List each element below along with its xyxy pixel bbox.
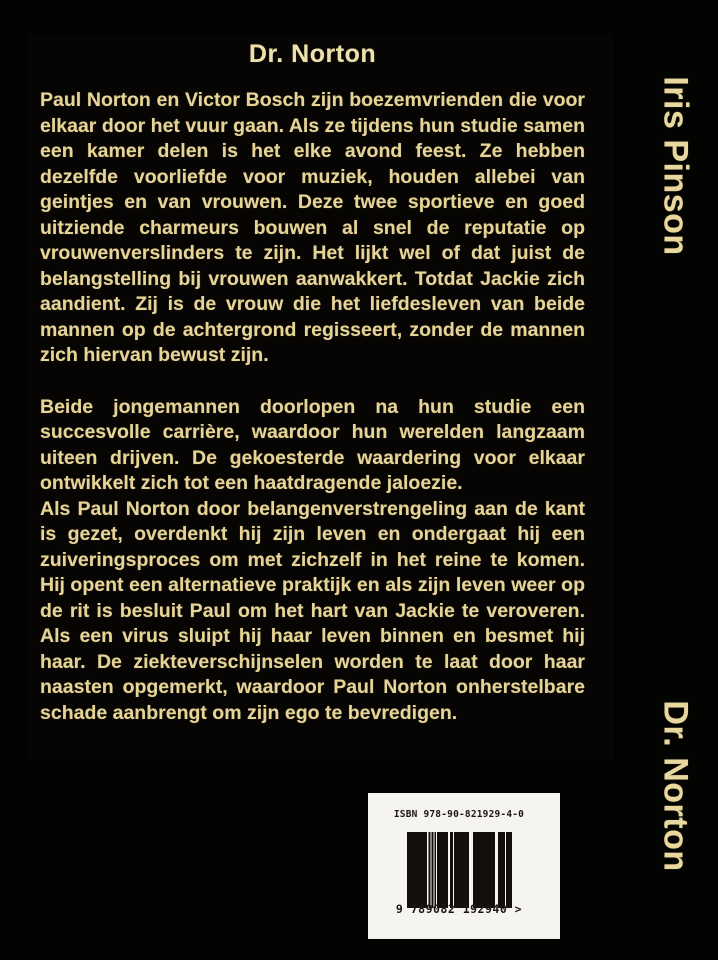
synopsis-paragraph-3: Als Paul Norton door belangenverstrengeling aan de kant is gezet, overdenkt hij zijn leven en ondergaat hij een zuiveringsproces om met zichzelf in het reine te komen. Hij opent een alternatieve praktijk en als zijn leven weer op de rit is besluit Paul om het hart van Jackie te veroveren. Als een virus sluipt hij haar leven binnen en besmet hij haar. De ziekteverschijnselen worden te laat door haar naasten opgemerkt, waardoor Paul Norton onherstelbare schade aanbrengt om zijn ego te bevredigen.: [40, 497, 585, 724]
synopsis: [40, 88, 585, 726]
isbn-label: ISBN 978-90-821929-4-0: [393, 809, 525, 820]
barcode-bars-icon: [407, 832, 512, 908]
barcode-number: 9 789082 192940 >: [395, 902, 523, 916]
book-title: Dr. Norton: [248, 40, 377, 68]
synopsis-paragraph-1: Paul Norton en Victor Bosch zijn boezemvrienden die voor elkaar door het vuur gaan. Als ze tijdens hun studie samen een kamer delen is het elke avond feest. Ze hebben dezelfde voorliefde voor muziek, houden allebei van geintjes en van vrouwen. Deze twee sportieve en goed uitziende charmeurs bouwen al snel de reputatie op vrouwenverslinders te zijn. Het lijkt wel of dat juist de belangstelling bij vrouwen aanwakkert. Totdat Jackie zich aandient. Zij is de vrouw die het liefdesleven van beide mannen op de achtergrond regisseert, zonder de mannen zich hiervan bewust zijn.: [40, 89, 585, 366]
spine-book-title: Dr. Norton: [656, 700, 695, 872]
spine-author-name: Iris Pinson: [656, 76, 695, 256]
barcode-box: [368, 793, 560, 939]
synopsis-paragraph-2: Beide jongemannen doorlopen na hun studie een succesvolle carrière, waardoor hun werelden langzaam uiteen drijven. De gekoesterde waardering voor elkaar ontwikkelt zich tot een haatdragende jaloezie.: [40, 395, 585, 494]
